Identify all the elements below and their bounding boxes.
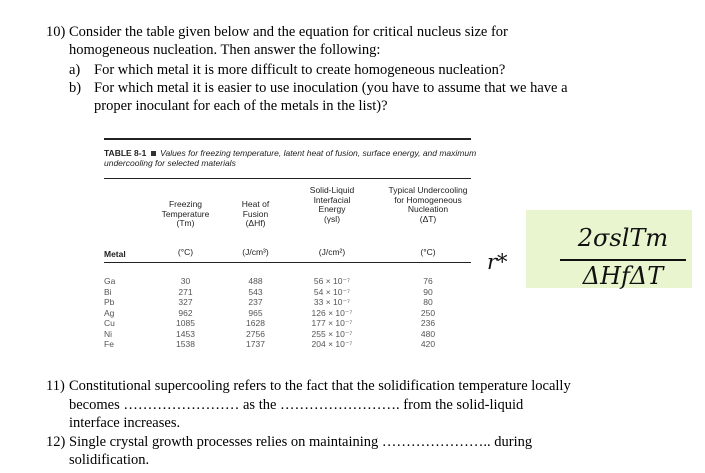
table-cell: 271 [178,286,193,297]
table-title-line2: undercooling for selected materials [104,158,236,168]
q11-blank-1[interactable]: …………………… [123,397,240,413]
q11-number: 11) [46,378,65,394]
table-header-rule [104,178,471,179]
q12-text: Single crystal growth processes relies on maintaining [69,434,379,450]
header-undercooling: Typical Undercooling for Homogeneous Nucleation (ΔT) [388,185,468,224]
q11-line3: interface increases. [69,415,181,431]
q10-b-text1: For which metal it is easier to use inoculation (you have to assume that we have a [94,80,568,96]
q11-line2 [69,397,523,414]
formula-lhs: r* [487,250,508,274]
formula-fraction-bar [560,259,686,261]
table-number: TABLE 8-1 [104,148,147,158]
header-interfacial-energy: Solid-Liquid Interfacial Energy (γsl) [309,185,355,224]
metal-fe: Fe [104,339,114,349]
header-freezing-temp: Freezing Temperature (Tm) [161,199,210,228]
column-heat-of-fusion [228,276,283,350]
table-cell: 965 [248,307,263,318]
q10-a-text: For which metal it is more difficult to create homogeneous nucleation? [94,62,506,78]
unit-heat-of-fusion: (J/cm³) [242,247,269,257]
column-metal [104,276,134,350]
table-cell: 56 × 10⁻⁷ [313,276,351,286]
q10-number: 10) [46,24,66,40]
table-cell: 420 [420,339,436,349]
q12-line1 [69,434,532,451]
q12-blank[interactable]: ………………….. [381,434,491,450]
table-cell: 962 [178,307,193,318]
unit-interfacial-energy: (J/cm²) [318,247,346,257]
table-cell: 80 [423,297,433,307]
column-interfacial-energy [297,276,367,350]
table-title-line1: Values for freezing temperature, latent heat of fusion, surface energy, and maximum [160,148,477,158]
table-title [104,148,476,158]
table-units-rule [104,262,471,263]
formula-numerator: 2σslTm [577,224,669,252]
q11-becomes: becomes [69,397,120,413]
metal-ag: Ag [104,307,115,318]
q12-line2: solidification. [69,452,150,468]
table-cell: 488 [248,276,263,286]
q11-from-interface: from the solid-liquid [403,397,524,413]
metal-cu: Cu [104,318,115,328]
q10-b-label: b) [69,80,82,96]
square-bullet-icon [151,151,156,156]
q11-line1: Constitutional supercooling refers to the fact that the solidification temperature locally [69,378,571,394]
table-cell: 30 [180,276,191,286]
table-cell: 33 × 10⁻⁷ [313,297,351,307]
table-top-rule [104,138,471,140]
table-cell: 54 × 10⁻⁷ [313,286,351,297]
unit-undercooling: (°C) [420,247,436,257]
q10-a-label: a) [69,62,81,78]
table-cell: 1085 [176,318,195,328]
table-cell: 327 [178,297,193,307]
column-undercooling [382,276,474,350]
table-cell: 1628 [246,318,265,328]
q12-number: 12) [46,434,66,450]
header-metal: Metal [104,249,126,259]
table-cell: 204 × 10⁻⁷ [311,339,353,349]
header-heat-of-fusion: Heat of Fusion (ΔHf) [241,199,270,228]
table-cell: 236 [420,318,436,328]
table-cell: 1538 [176,339,195,349]
table-cell: 90 [423,286,433,297]
table-cell: 126 × 10⁻⁷ [311,307,353,318]
metal-bi: Bi [104,286,112,297]
table-cell: 76 [423,276,433,286]
q11-blank-2[interactable]: ……………………. [280,397,400,413]
table-cell: 177 × 10⁻⁷ [311,318,353,328]
table-cell: 2756 [246,328,265,339]
table-cell: 250 [420,307,436,318]
metal-pb: Pb [104,297,115,307]
formula-denominator: ΔHfΔT [582,262,664,290]
metal-ni: Ni [104,328,113,339]
table-cell: 237 [248,297,263,307]
column-freezing-temp [158,276,213,350]
q12-during: during [494,434,533,450]
q10-line2: homogeneous nucleation. Then answer the following: [69,42,381,58]
table-cell: 1737 [246,339,265,349]
table-cell: 255 × 10⁻⁷ [311,328,353,339]
q10-line1: Consider the table given below and the equation for critical nucleus size for [69,24,508,40]
metal-ga: Ga [104,276,116,286]
table-cell: 543 [248,286,263,297]
q10-b-text2: proper inoculant for each of the metals in the list)? [94,98,388,114]
table-cell: 480 [420,328,436,339]
table-cell: 1453 [176,328,195,339]
unit-freezing-temp: (°C) [177,247,194,257]
q11-as-the: as the [242,397,277,413]
